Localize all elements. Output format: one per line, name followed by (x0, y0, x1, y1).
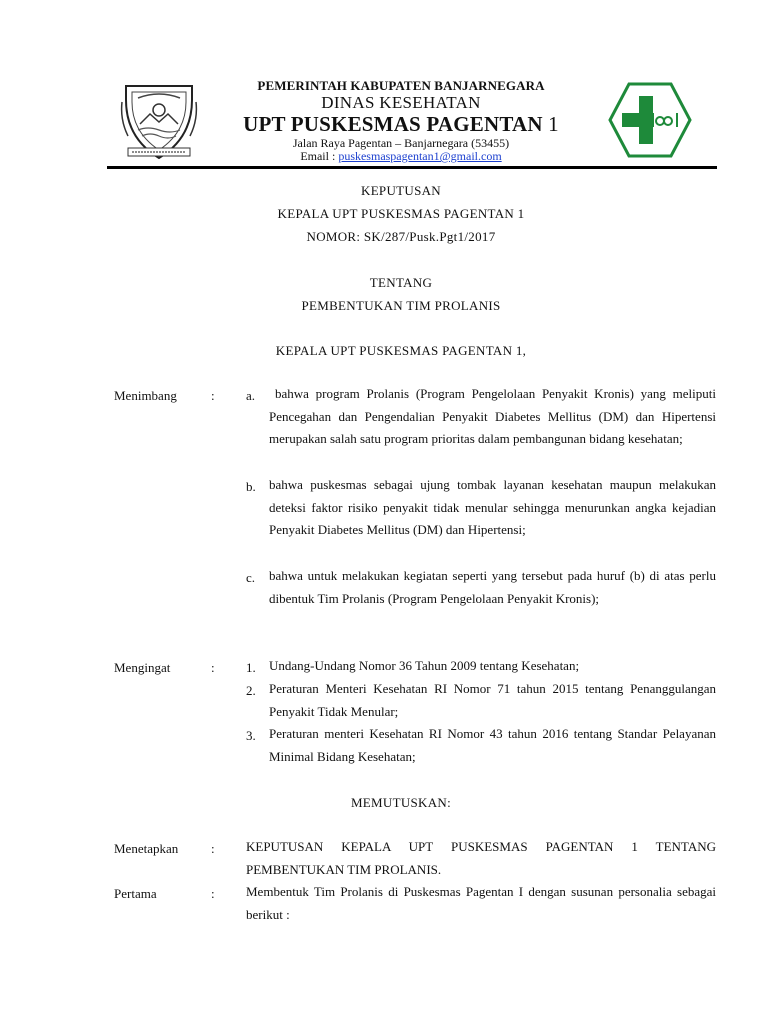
mengingat-marker-3: 3. (246, 728, 256, 743)
menimbang-item-c: bahwa untuk melakukan kegiatan seperti yang tersebut pada huruf (b) di atas perlu dibentuk Tim Prolanis (Program Pengelolaan Penyakit Kronis); (269, 568, 716, 606)
menimbang-marker-b: b. (246, 479, 256, 494)
decision-title: KEPUTUSAN (361, 183, 441, 198)
menimbang-item-b: bahwa puskesmas sebagai ujung tombak layanan kesehatan maupun melakukan deteksi faktor risiko penyakit tidak menular sehingga menurunkan angka kejadian Penyakit Diabetes Mellitus (DM) dan Hipertensi; (269, 477, 716, 538)
mengingat-item-2: Peraturan Menteri Kesehatan RI Nomor 71 tahun 2015 tentang Penanggulangan Penyakit Tidak Menular; (269, 681, 716, 719)
menimbang-marker-a: a. (246, 388, 256, 403)
menimbang-marker-c: c. (246, 570, 256, 585)
puskesmas-logo-icon (608, 82, 692, 158)
mengingat-label: Mengingat (114, 660, 171, 675)
pertama-text: Membentuk Tim Prolanis di Puskesmas Pagentan I dengan susunan personalia sebagai berikut : (246, 884, 716, 922)
about-heading: TENTANG (369, 275, 433, 290)
decision-number: NOMOR: SK/287/Pusk.Pgt1/2017 (306, 229, 496, 244)
institution-name: UPT PUSKESMAS PAGENTAN (243, 112, 543, 136)
decision-subject: PEMBENTUKAN TIM PROLANIS (301, 298, 501, 313)
menimbang-colon: : (211, 388, 215, 403)
menetapkan-text: KEPUTUSAN KEPALA UPT PUSKESMAS PAGENTAN 1 TENTANG PEMBENTUKAN TIM PROLANIS. (246, 839, 716, 877)
pertama-colon: : (211, 886, 215, 901)
mengingat-marker-2: 2. (246, 683, 256, 698)
letterhead-institution (200, 112, 602, 137)
letterhead-department: DINAS KESEHATAN (321, 93, 481, 112)
email-label: Email : (300, 149, 339, 163)
memutuskan-heading: MEMUTUSKAN: (350, 795, 452, 810)
menetapkan-colon: : (211, 841, 215, 856)
mengingat-marker-1: 1. (246, 660, 256, 675)
mengingat-item-3: Peraturan menteri Kesehatan RI Nomor 43 tahun 2016 tentang Standar Pelayanan Minimal Bidang Kesehatan; (269, 726, 716, 764)
letterhead-email-line (200, 150, 602, 163)
issuer-heading: KEPALA UPT PUSKESMAS PAGENTAN 1, (275, 343, 527, 358)
menetapkan-label: Menetapkan (114, 841, 179, 856)
letterhead-divider (107, 166, 717, 169)
regency-emblem-icon (118, 80, 200, 162)
decision-issuer: KEPALA UPT PUSKESMAS PAGENTAN 1 (277, 206, 525, 221)
email-link[interactable]: puskesmaspagentan1@gmail.com (338, 149, 502, 163)
menimbang-label: Menimbang (114, 388, 177, 403)
mengingat-colon: : (211, 660, 215, 675)
letterhead-address: Jalan Raya Pagentan – Banjarnegara (53455) (292, 136, 510, 150)
institution-number: 1 (542, 112, 559, 136)
letterhead-government: PEMERINTAH KABUPATEN BANJARNEGARA (257, 78, 545, 93)
mengingat-item-1: Undang-Undang Nomor 36 Tahun 2009 tentang Kesehatan; (269, 658, 580, 673)
pertama-label: Pertama (114, 886, 157, 901)
menimbang-item-a: bahwa program Prolanis (Program Pengelolaan Penyakit Kronis) yang meliputi Pencegahan dan Pengendalian Penyakit Diabetes Mellitus (DM) dan Hipertensi merupakan salah satu program prioritas dalam pembangunan bidang kesehatan; (269, 386, 716, 447)
letterhead (200, 78, 602, 163)
